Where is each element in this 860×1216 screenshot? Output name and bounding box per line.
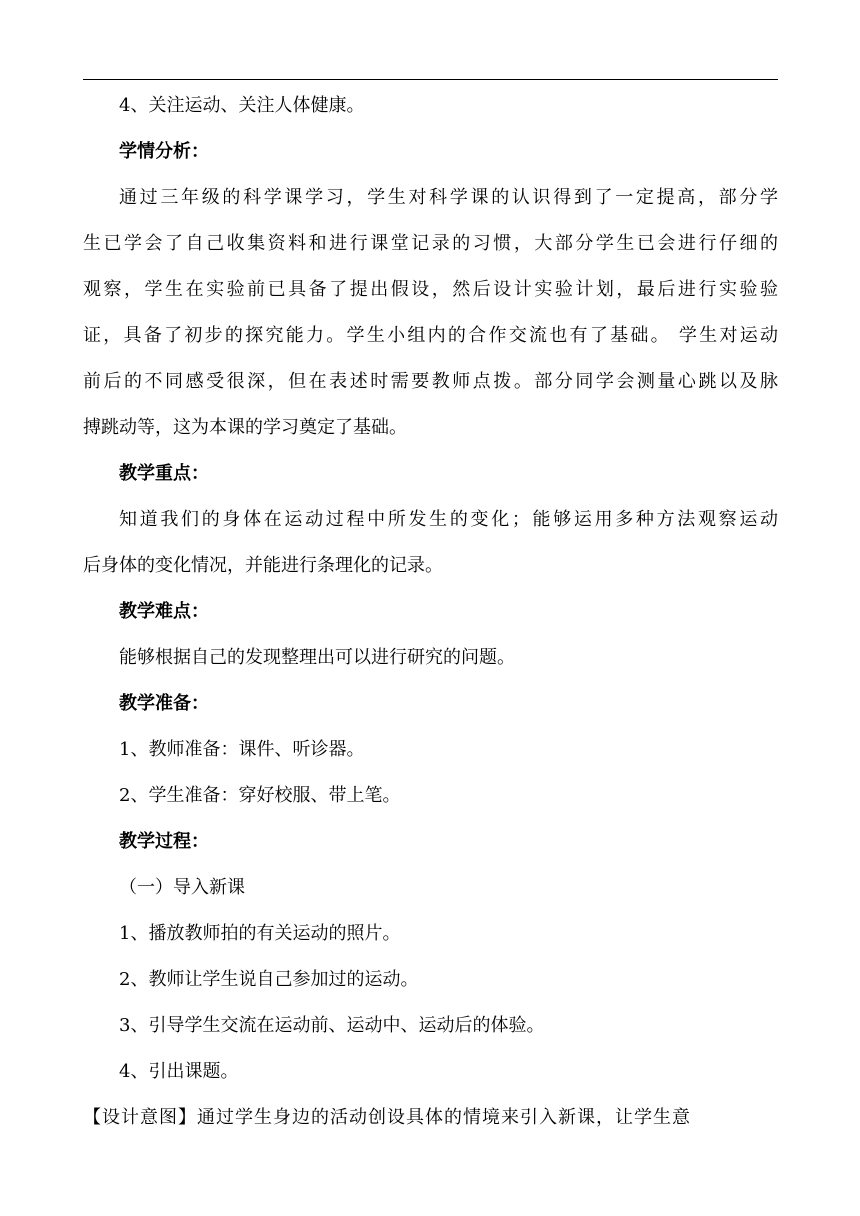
- goal-item-4: 4、关注运动、关注人体健康。: [119, 95, 365, 116]
- analysis-line: 生已学会了自己收集资料和进行课堂记录的习惯，大部分学生已会进行仔细的: [83, 233, 778, 254]
- process-heading: 教学过程：: [119, 831, 209, 852]
- preparation-heading: 教学准备：: [119, 693, 209, 714]
- difficulties-text: 能够根据自己的发现整理出可以进行研究的问题。: [119, 647, 515, 668]
- document-body: [83, 88, 778, 1136]
- analysis-heading: 学情分析：: [119, 141, 209, 162]
- keypoints-line: 后身体的变化情况，并能进行条理化的记录。: [83, 555, 443, 576]
- header-rule: [83, 79, 778, 80]
- difficulties-heading: 教学难点：: [119, 601, 209, 622]
- keypoints-paragraph: [83, 502, 778, 584]
- analysis-line: 前后的不同感受很深，但在表述时需要教师点拨。部分同学会测量心跳以及脉: [83, 371, 778, 392]
- process-step: 1、播放教师拍的有关运动的照片。: [119, 923, 401, 944]
- preparation-item: 2、学生准备：穿好校服、带上笔。: [119, 785, 401, 806]
- analysis-line: 搏跳动等，这为本课的学习奠定了基础。: [83, 417, 407, 438]
- process-step: 2、教师让学生说自己参加过的运动。: [119, 969, 419, 990]
- process-step: 3、引导学生交流在运动前、运动中、运动后的体验。: [119, 1015, 545, 1036]
- analysis-paragraph: [83, 180, 778, 446]
- process-section-title: （一）导入新课: [119, 877, 245, 898]
- process-step: 4、引出课题。: [119, 1061, 239, 1082]
- analysis-line: 观察，学生在实验前已具备了提出假设，然后设计实验计划，最后进行实验验: [83, 279, 778, 300]
- analysis-line: 证，具备了初步的探究能力。学生小组内的合作交流也有了基础。 学生对运动: [83, 325, 778, 346]
- keypoints-heading: 教学重点：: [119, 463, 209, 484]
- analysis-line: 通过三年级的科学课学习，学生对科学课的认识得到了一定提高，部分学: [119, 187, 778, 208]
- keypoints-line: 知道我们的身体在运动过程中所发生的变化；能够运用多种方法观察运动: [119, 509, 778, 530]
- design-intent-note: 【设计意图】通过学生身边的活动创设具体的情境来引入新课，让学生意: [83, 1107, 691, 1128]
- preparation-item: 1、教师准备：课件、听诊器。: [119, 739, 365, 760]
